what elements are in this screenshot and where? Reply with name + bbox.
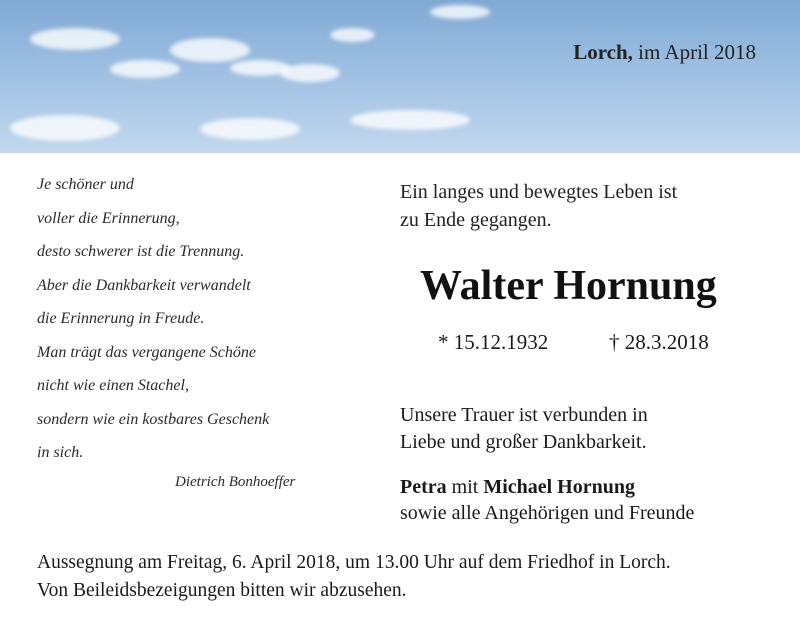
- connector: mit: [446, 476, 484, 498]
- death-date: † 28.3.2018: [609, 330, 709, 354]
- mourning-line: Liebe und großer Dankbarkeit.: [400, 431, 647, 453]
- second-name: Michael Hornung: [483, 476, 635, 498]
- family-signature: [400, 474, 694, 526]
- first-name: Petra: [400, 476, 447, 498]
- cloud: [330, 28, 375, 42]
- cloud: [10, 115, 120, 141]
- poem-line: voller die Erinnerung,: [37, 209, 180, 227]
- poem-author: Dietrich Bonhoeffer: [175, 474, 296, 490]
- cloud: [280, 64, 340, 82]
- birth-date: * 15.12.1932: [438, 330, 549, 354]
- cloud: [170, 38, 250, 62]
- intro-text: [400, 178, 677, 234]
- family-names: [400, 474, 694, 500]
- footer-line: Aussegnung am Freitag, 6. April 2018, um 13.00 Uhr auf dem Friedhof in Lorch.: [37, 552, 671, 573]
- intro-line: Ein langes und bewegtes Leben ist: [400, 181, 678, 203]
- cloud: [200, 118, 300, 140]
- funeral-notice: [37, 549, 671, 605]
- place-date: [573, 40, 756, 65]
- cloud: [110, 60, 180, 78]
- poem-line: in sich.: [37, 444, 84, 461]
- footer-line: Von Beileidsbezeigungen bitten wir abzusehen.: [37, 580, 407, 601]
- mourning-text: [400, 402, 648, 456]
- poem-line: nicht wie einen Stachel,: [37, 377, 189, 394]
- sky-header-image: [0, 0, 800, 153]
- poem-line: sondern wie ein kostbares Geschenk: [37, 410, 270, 428]
- relatives: sowie alle Angehörigen und Freunde: [400, 502, 695, 524]
- poem-line: Je schöner und: [37, 176, 134, 193]
- poem: [37, 168, 337, 470]
- cloud: [30, 28, 120, 50]
- cloud: [350, 110, 470, 130]
- cloud: [430, 5, 490, 19]
- place: Lorch,: [573, 40, 633, 64]
- date: im April 2018: [638, 40, 756, 64]
- poem-line: desto schwerer ist die Trennung.: [37, 243, 245, 260]
- intro-line: zu Ende gegangen.: [400, 209, 552, 231]
- poem-line: die Erinnerung in Freude.: [37, 310, 205, 327]
- poem-line: Man trägt das vergangene Schöne: [37, 343, 256, 361]
- mourning-line: Unsere Trauer ist verbunden in: [400, 404, 648, 426]
- poem-line: Aber die Dankbarkeit verwandelt: [37, 276, 251, 294]
- deceased-name: Walter Hornung: [420, 263, 717, 309]
